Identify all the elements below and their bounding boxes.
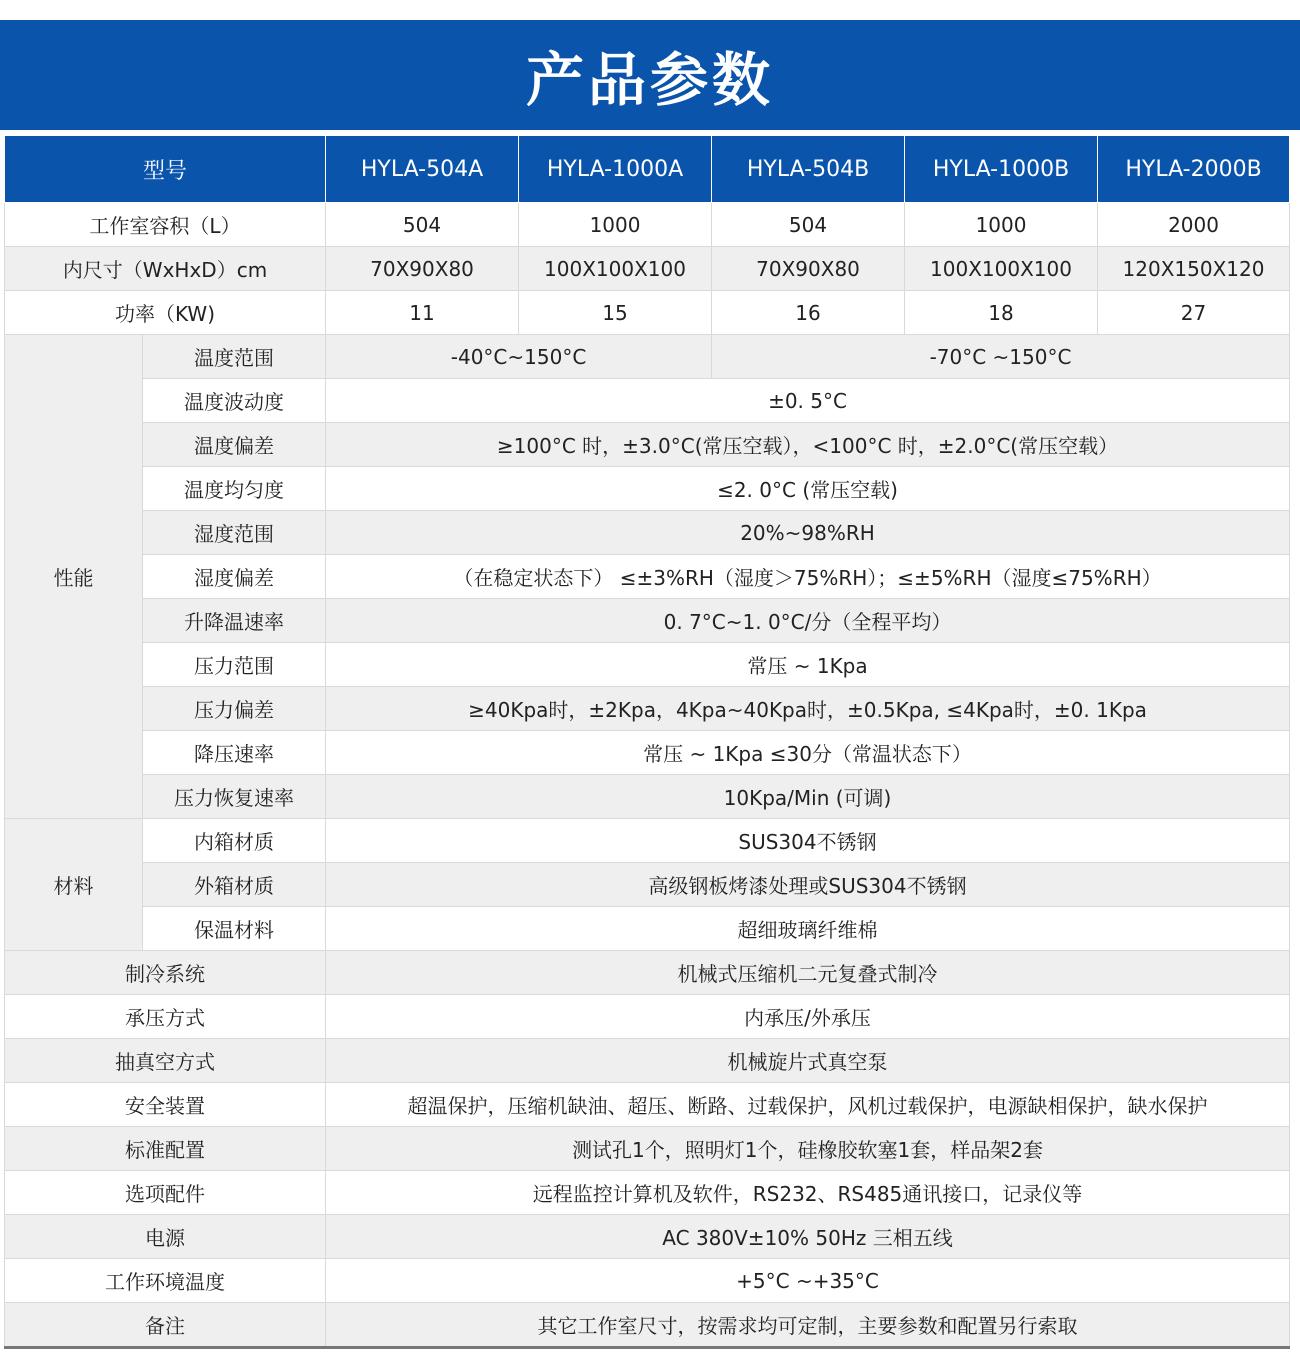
value-cell: 高级钢板烤漆处理或SUS304不锈钢 xyxy=(326,863,1290,907)
row-label: 抽真空方式 xyxy=(5,1039,326,1083)
model-cell: HYLA-504B xyxy=(712,136,905,203)
value-cell: 远程监控计算机及软件，RS232、RS485通讯接口，记录仪等 xyxy=(326,1171,1290,1215)
value-cell: 1000 xyxy=(905,203,1098,247)
page-title: 产品参数 xyxy=(525,46,774,114)
value-cell: 18 xyxy=(905,291,1098,335)
header-row xyxy=(5,136,1290,203)
value-cell: 常压 ~ 1Kpa ≤30分（常温状态下） xyxy=(326,731,1290,775)
table-row xyxy=(5,335,1290,379)
value-cell: 其它工作室尺寸，按需求均可定制，主要参数和配置另行索取 xyxy=(326,1303,1290,1348)
value-cell: 10Kpa/Min (可调) xyxy=(326,775,1290,819)
row-label: 保温材料 xyxy=(143,907,326,951)
value-cell: 机械式压缩机二元复叠式制冷 xyxy=(326,951,1290,995)
value-cell: ±0. 5°C xyxy=(326,379,1290,423)
value-cell: ≤2. 0°C (常压空载) xyxy=(326,467,1290,511)
table-row xyxy=(5,1083,1290,1127)
table-row xyxy=(5,731,1290,775)
value-cell: 常压 ~ 1Kpa xyxy=(326,643,1290,687)
table-row xyxy=(5,687,1290,731)
value-cell: 超温保护，压缩机缺油、超压、断路、过载保护，风机过载保护，电源缺相保护，缺水保护 xyxy=(326,1083,1290,1127)
table-row xyxy=(5,379,1290,423)
value-cell: -40°C~150°C xyxy=(326,335,712,379)
row-label: 降压速率 xyxy=(143,731,326,775)
row-label: 内尺寸（WxHxD）cm xyxy=(5,247,326,291)
value-cell: 测试孔1个，照明灯1个，硅橡胶软塞1套，样品架2套 xyxy=(326,1127,1290,1171)
value-cell: 27 xyxy=(1098,291,1290,335)
table-row xyxy=(5,1039,1290,1083)
model-cell: HYLA-1000A xyxy=(519,136,712,203)
value-cell: 0. 7°C~1. 0°C/分（全程平均） xyxy=(326,599,1290,643)
table-row xyxy=(5,1215,1290,1259)
table-row xyxy=(5,995,1290,1039)
table-row xyxy=(5,951,1290,995)
model-cell: HYLA-2000B xyxy=(1098,136,1290,203)
value-cell: 15 xyxy=(519,291,712,335)
value-cell: 内承压/外承压 xyxy=(326,995,1290,1039)
value-cell: 1000 xyxy=(519,203,712,247)
table-row xyxy=(5,775,1290,819)
value-cell: 504 xyxy=(326,203,519,247)
row-label: 温度均匀度 xyxy=(143,467,326,511)
value-cell: +5°C ~+35°C xyxy=(326,1259,1290,1303)
value-cell: 20%~98%RH xyxy=(326,511,1290,555)
table-row xyxy=(5,1303,1290,1348)
table-row xyxy=(5,1171,1290,1215)
table-row xyxy=(5,555,1290,599)
row-label: 承压方式 xyxy=(5,995,326,1039)
table-row xyxy=(5,203,1290,247)
row-label: 工作环境温度 xyxy=(5,1259,326,1303)
row-label: 电源 xyxy=(5,1215,326,1259)
header-banner xyxy=(0,20,1300,130)
row-label: 工作室容积（L） xyxy=(5,203,326,247)
value-cell: AC 380V±10% 50Hz 三相五线 xyxy=(326,1215,1290,1259)
row-label: 温度范围 xyxy=(143,335,326,379)
value-cell: 70X90X80 xyxy=(712,247,905,291)
table-row xyxy=(5,423,1290,467)
group-label-material: 材料 xyxy=(5,819,143,951)
model-header-cell: 型号 xyxy=(5,136,326,203)
row-label: 温度波动度 xyxy=(143,379,326,423)
row-label: 压力恢复速率 xyxy=(143,775,326,819)
row-label: 内箱材质 xyxy=(143,819,326,863)
row-label: 温度偏差 xyxy=(143,423,326,467)
value-cell: （在稳定状态下） ≤±3%RH（湿度＞75%RH）；≤±5%RH（湿度≤75%RH） xyxy=(326,555,1290,599)
model-cell: HYLA-1000B xyxy=(905,136,1098,203)
row-label: 制冷系统 xyxy=(5,951,326,995)
value-cell: 120X150X120 xyxy=(1098,247,1290,291)
value-cell: 超细玻璃纤维棉 xyxy=(326,907,1290,951)
row-label: 标准配置 xyxy=(5,1127,326,1171)
value-cell: 100X100X100 xyxy=(519,247,712,291)
model-cell: HYLA-504A xyxy=(326,136,519,203)
row-label: 备注 xyxy=(5,1303,326,1348)
row-label: 湿度偏差 xyxy=(143,555,326,599)
row-label: 压力偏差 xyxy=(143,687,326,731)
row-label: 压力范围 xyxy=(143,643,326,687)
table-row xyxy=(5,1127,1290,1171)
value-cell: -70°C ~150°C xyxy=(712,335,1290,379)
value-cell: ≥100°C 时，±3.0°C(常压空载），<100°C 时，±2.0°C(常压空载） xyxy=(326,423,1290,467)
value-cell: 机械旋片式真空泵 xyxy=(326,1039,1290,1083)
table-row xyxy=(5,1259,1290,1303)
row-label: 湿度范围 xyxy=(143,511,326,555)
group-label-performance: 性能 xyxy=(5,335,143,819)
value-cell: ≥40Kpa时，±2Kpa，4Kpa~40Kpa时，±0.5Kpa, ≤4Kpa时，±0. 1Kpa xyxy=(326,687,1290,731)
spec-table xyxy=(4,135,1290,1349)
value-cell: 11 xyxy=(326,291,519,335)
value-cell: 504 xyxy=(712,203,905,247)
row-label: 外箱材质 xyxy=(143,863,326,907)
table-row xyxy=(5,819,1290,863)
table-row xyxy=(5,863,1290,907)
table-row xyxy=(5,467,1290,511)
table-row xyxy=(5,599,1290,643)
row-label: 安全装置 xyxy=(5,1083,326,1127)
value-cell: 16 xyxy=(712,291,905,335)
value-cell: SUS304不锈钢 xyxy=(326,819,1290,863)
row-label: 选项配件 xyxy=(5,1171,326,1215)
table-row xyxy=(5,643,1290,687)
value-cell: 2000 xyxy=(1098,203,1290,247)
table-row xyxy=(5,907,1290,951)
table-row xyxy=(5,291,1290,335)
value-cell: 100X100X100 xyxy=(905,247,1098,291)
value-cell: 70X90X80 xyxy=(326,247,519,291)
table-row xyxy=(5,247,1290,291)
table-row xyxy=(5,511,1290,555)
row-label: 功率（KW) xyxy=(5,291,326,335)
row-label: 升降温速率 xyxy=(143,599,326,643)
